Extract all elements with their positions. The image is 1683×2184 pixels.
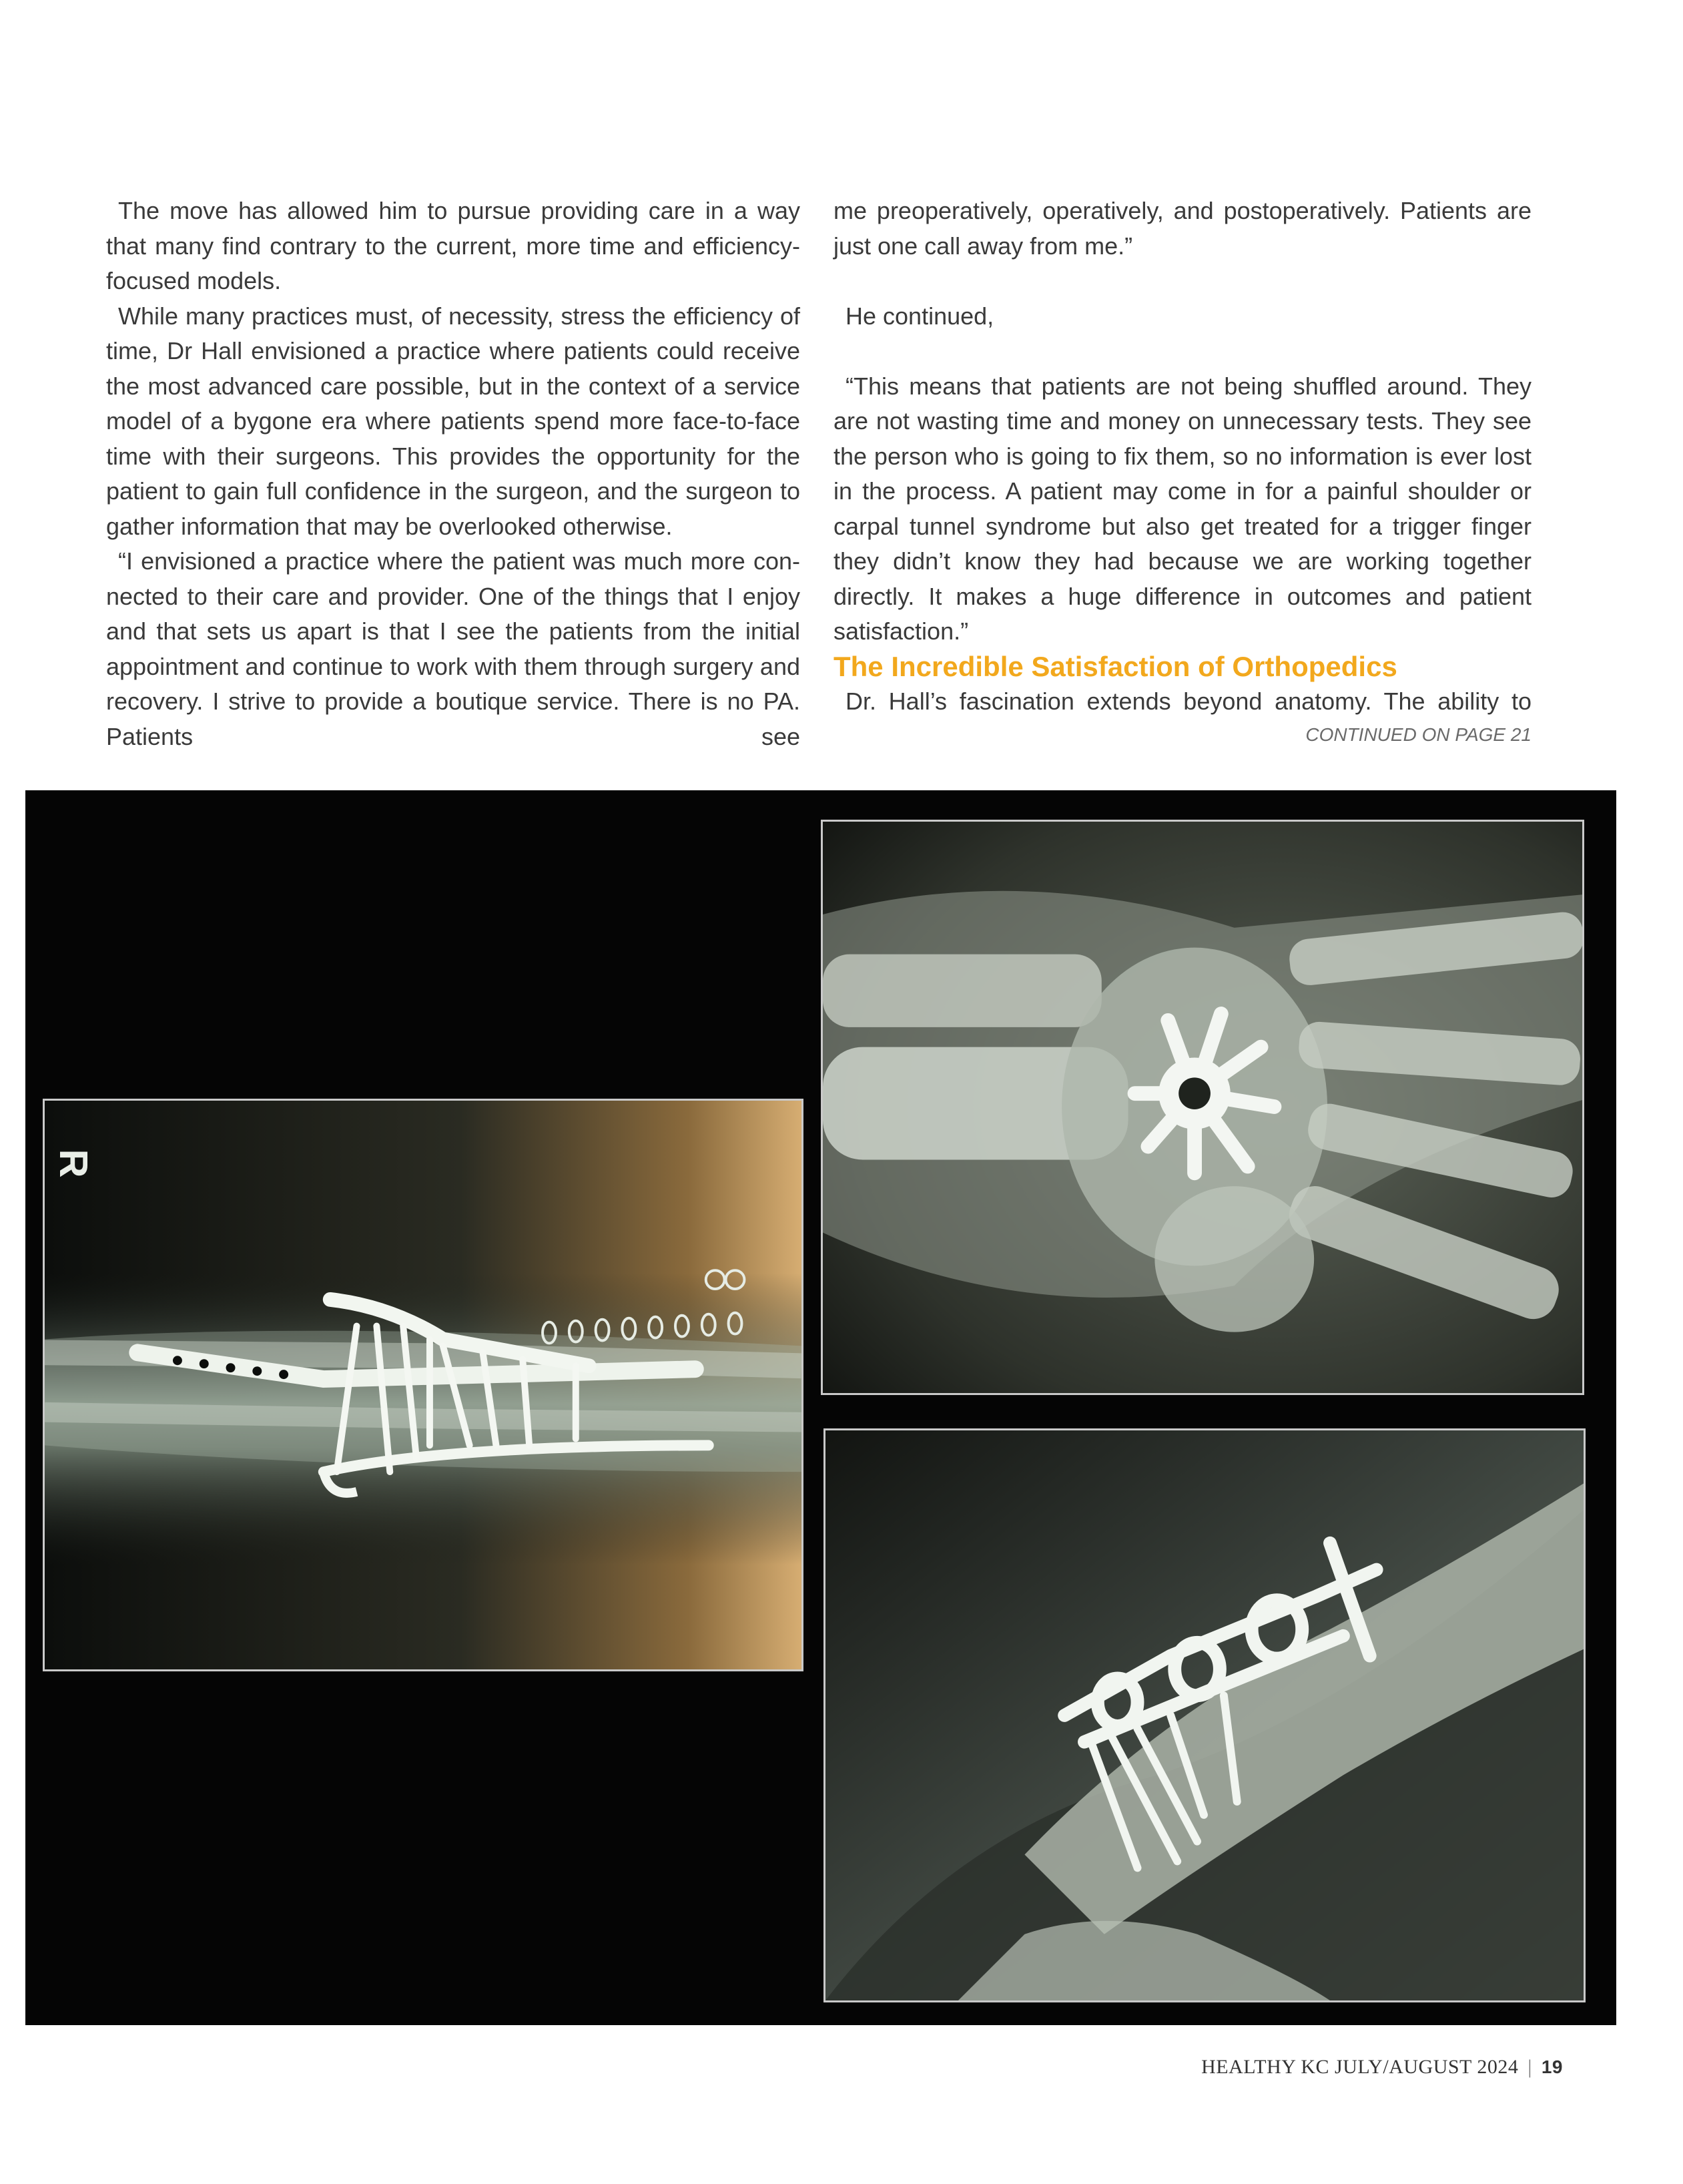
wrist-xray-image-lateral — [823, 1428, 1586, 2002]
paragraph: me preoperatively, operatively, and postoperatively. Patients are just one call away from me.” — [833, 197, 1532, 260]
paragraph: Dr. Hall’s fascination extends beyond anatomy. The ability to — [846, 687, 1532, 715]
paragraph: He continued, — [846, 302, 994, 330]
paragraph: While many practices must, of necessity, stress the efficiency of time, Dr Hall envisioned a practice where patients could receive the most advanced care possible, but in the context of a service model of a bygone era where patients spend more face-to-face time with their surgeons. This provides the opportunity for the patient to gain full confidence in the surgeon, and the surgeon to gather information that may be overlooked otherwise. — [106, 302, 800, 540]
wrist-xray-image-frontal — [821, 820, 1584, 1395]
page-footer — [1201, 2054, 1563, 2081]
paragraph-gap — [833, 264, 1532, 299]
paragraph-gap — [833, 334, 1532, 369]
footer-separator: | — [1528, 2056, 1532, 2078]
section-subhead: The Incredible Satisfaction of Orthopedics — [833, 650, 1397, 682]
paragraph: “I envisioned a practice where the patient was much more connected to their care and provider. One of the things that I enjoy and that sets us apart is that I see the patients from the initial appointment and continue to work with them through surgery and recovery. I strive to provide a boutique service. There is no PA. Patients see — [106, 547, 800, 750]
forearm-xray-marker: R — [51, 1149, 96, 1178]
quote-paragraph: “This means that patients are not being shuffled around. They are not wasting time and money on unnecessary tests. They see the person who is going to fix them, so no information is ever lost in the process. A patient may come in for a painful shoulder or carpal tunnel syndrome but also get treated for a trigger finger they didn’t know they had because we are working together directly. It makes a huge difference in outcomes and patient satisfaction.” — [833, 372, 1532, 645]
issue-date: JULY/AUGUST 2024 — [1335, 2056, 1519, 2078]
publication-name: HEALTHY KC — [1201, 2056, 1330, 2078]
page-number: 19 — [1541, 2057, 1563, 2077]
article-column-right — [833, 194, 1532, 747]
continued-note: CONTINUED ON PAGE 21 — [1305, 724, 1532, 745]
forearm-xray-image — [43, 1099, 803, 1671]
paragraph: The move has allowed him to pursue providing care in a way that many find contrary to the current, more time and efficiency-focused models. — [106, 197, 800, 294]
article-column-left — [106, 194, 800, 754]
xray-photo-panel — [25, 790, 1616, 2025]
